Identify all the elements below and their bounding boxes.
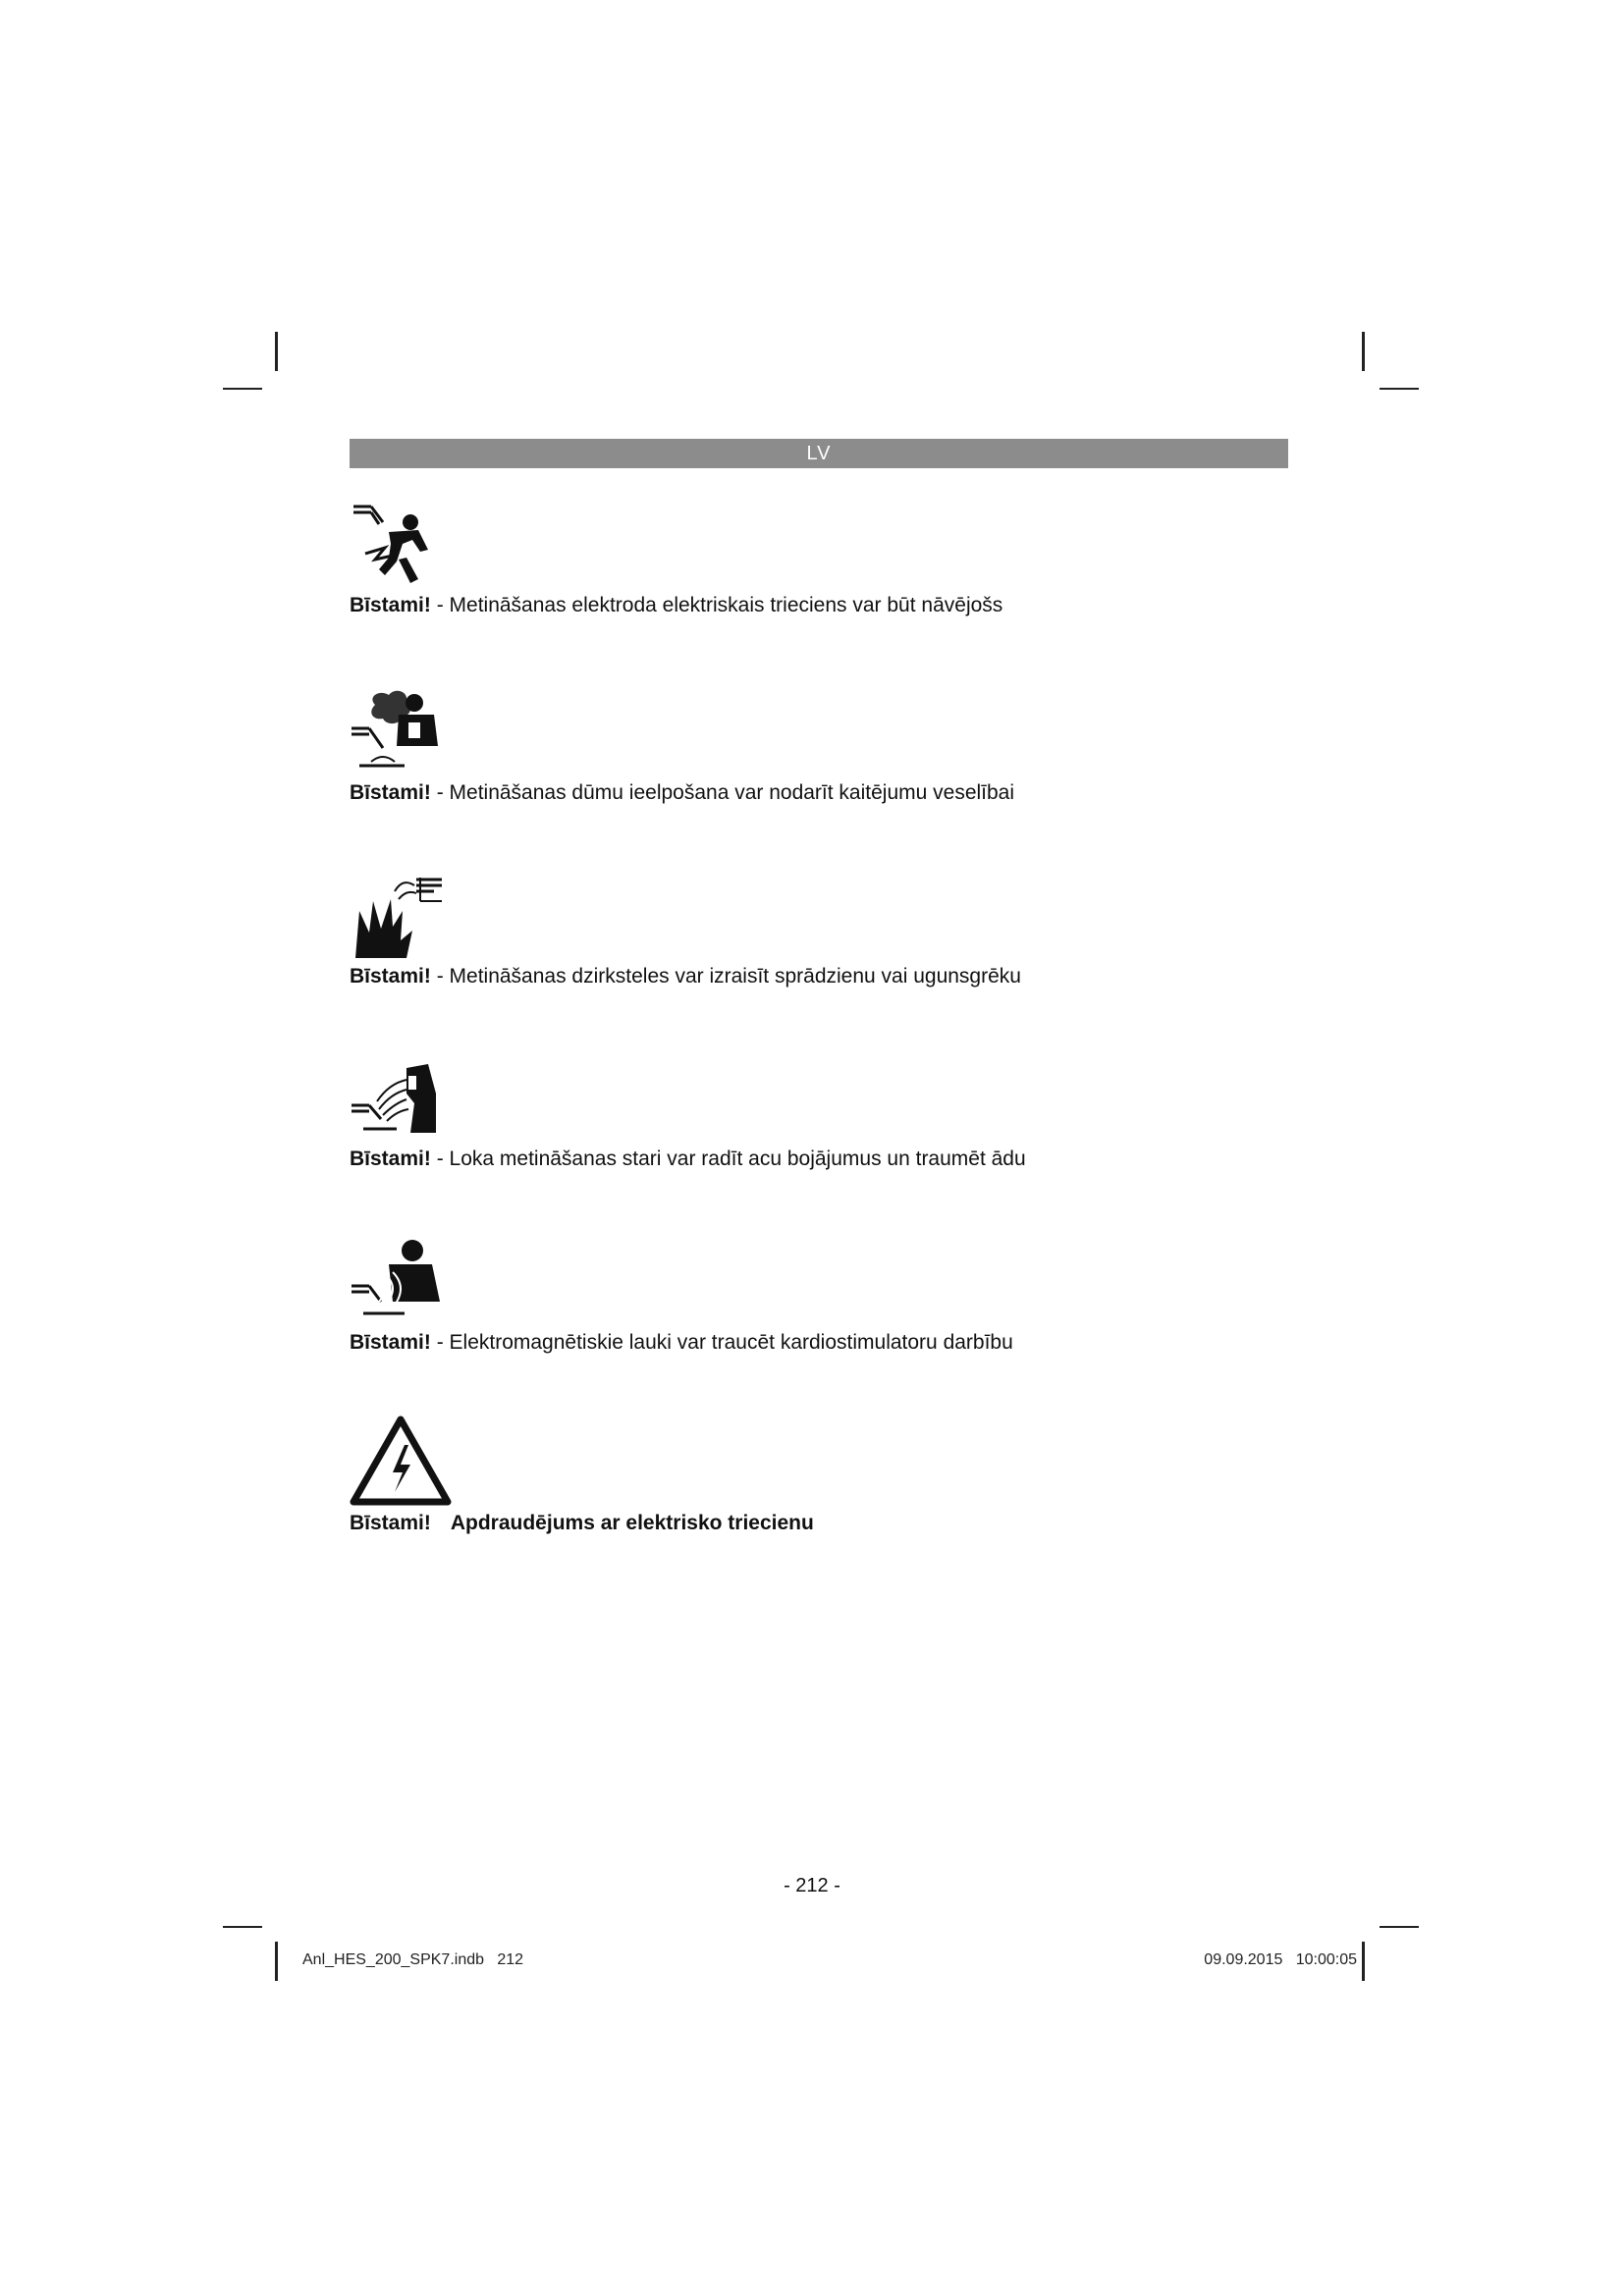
danger-label: Bīstami!	[350, 594, 431, 616]
crop-mark	[1362, 1942, 1365, 1981]
warning-description: - Metināšanas elektroda elektriskais trieciens var būt nāvējošs	[430, 594, 1003, 616]
danger-label: Bīstami!	[350, 1331, 431, 1354]
danger-label: Bīstami!	[350, 1512, 431, 1534]
warning-title: Apdraudējums ar elektrisko triecienu	[450, 1512, 814, 1534]
warning-text	[350, 1331, 1013, 1355]
arc-rays-face-shield-icon	[350, 1054, 444, 1143]
warning-text	[350, 1512, 814, 1535]
warning-description: - Loka metināšanas stari var radīt acu bojājumus un traumēt ādu	[430, 1148, 1026, 1170]
electromagnetic-field-pacemaker-icon	[350, 1237, 444, 1325]
language-code: LV	[806, 443, 832, 464]
warning-text	[350, 1148, 1026, 1171]
welding-fumes-inhalation-icon	[350, 687, 444, 775]
warning-description: - Metināšanas dūmu ieelpošana var nodarīt kaitējumu veselībai	[430, 781, 1015, 804]
electric-shock-electrode-icon	[350, 501, 444, 589]
danger-label: Bīstami!	[350, 781, 431, 804]
language-header-bar	[350, 439, 1288, 468]
crop-mark	[1362, 332, 1365, 371]
warning-text	[350, 594, 1002, 617]
crop-mark	[275, 1942, 278, 1981]
crop-mark	[1380, 1926, 1419, 1928]
warning-description: - Metināšanas dzirksteles var izraisīt sprādzienu vai ugunsgrēku	[430, 965, 1021, 988]
welding-sparks-explosion-icon	[350, 872, 444, 960]
print-file-slug: Anl_HES_200_SPK7.indb 212	[302, 1951, 524, 1968]
warning-text	[350, 781, 1014, 805]
crop-mark	[223, 1926, 262, 1928]
print-datetime-slug: 09.09.2015 10:00:05	[1204, 1951, 1357, 1968]
high-voltage-triangle-icon	[350, 1415, 444, 1504]
danger-label: Bīstami!	[350, 965, 431, 988]
crop-mark	[1380, 388, 1419, 390]
crop-mark	[275, 332, 278, 371]
warning-text	[350, 965, 1021, 988]
page-number: - 212 -	[784, 1875, 840, 1896]
warning-description: - Elektromagnētiskie lauki var traucēt kardiostimulatoru darbību	[430, 1331, 1013, 1354]
crop-mark	[223, 388, 262, 390]
danger-label: Bīstami!	[350, 1148, 431, 1170]
